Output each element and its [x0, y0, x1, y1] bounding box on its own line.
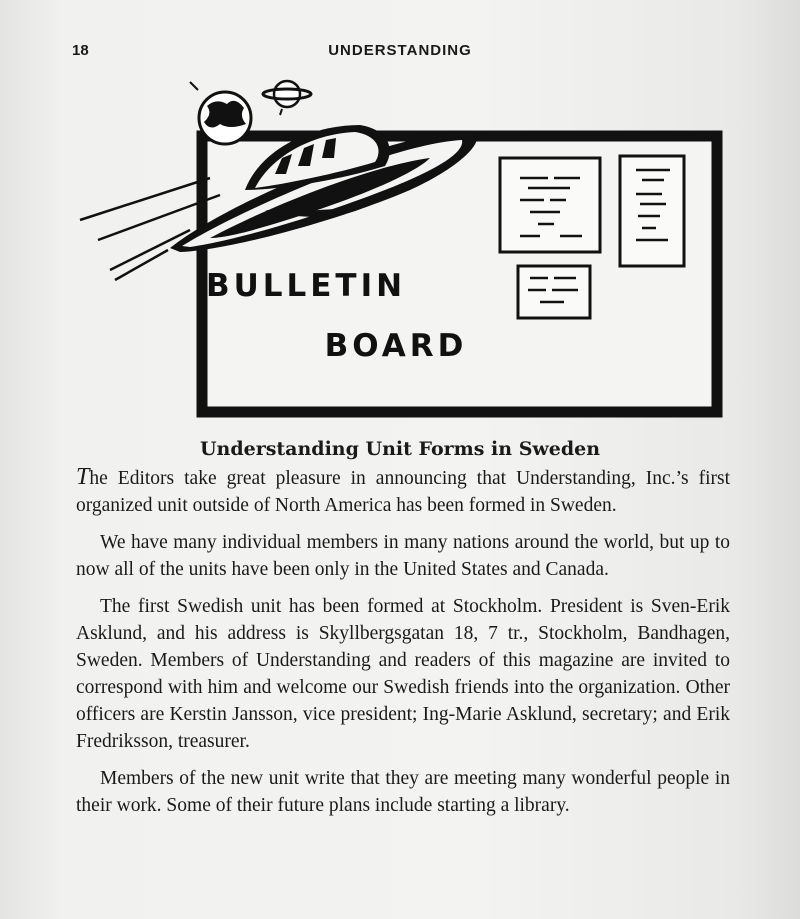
- article-paragraph: The first Swedish unit has been formed at Stockholm. President is Sven-Erik Asklund, and his address is Skyllbergsgatan 18, 7 tr., Stockholm, Bandhagen, Sweden. Members of Understanding and readers of this magazine are invited to correspond with him and welcome our Swedish friends into the organization. Other officers are Kerstin Jansson, vice president; Ing-Marie Asklund, secretary; and Erik Fredriksson, treasurer.: [76, 596, 730, 752]
- running-title: UNDERSTANDING: [328, 42, 472, 59]
- bulletin-board-line1: BULLETIN: [205, 268, 407, 304]
- article-paragraph: We have many individual members in many nations around the world, but up to now all of the units have been only in the United States and Canada.: [76, 532, 730, 580]
- notice-paper-icon: [620, 156, 684, 266]
- page-number: 18: [72, 42, 89, 59]
- paragraph-text: he Editors take great pleasure in announcing that Understanding, Inc.’s first organized unit outside of North America has been formed in Sweden.: [76, 468, 730, 516]
- bulletin-board-line2: BOARD: [324, 328, 468, 364]
- article-paragraph: Members of the new unit write that they are meeting many wonderful people in their work. Some of their future plans include starting a library.: [76, 768, 730, 816]
- notice-paper-icon: [518, 266, 590, 318]
- article-body: [76, 464, 730, 829]
- article-title: Understanding Unit Forms in Sweden: [199, 438, 601, 460]
- ringed-planet-icon: [263, 81, 311, 115]
- drop-cap: T: [76, 464, 90, 490]
- article-paragraph: [76, 464, 730, 519]
- notice-paper-icon: [500, 158, 600, 252]
- bulletin-board-illustration: [70, 70, 730, 420]
